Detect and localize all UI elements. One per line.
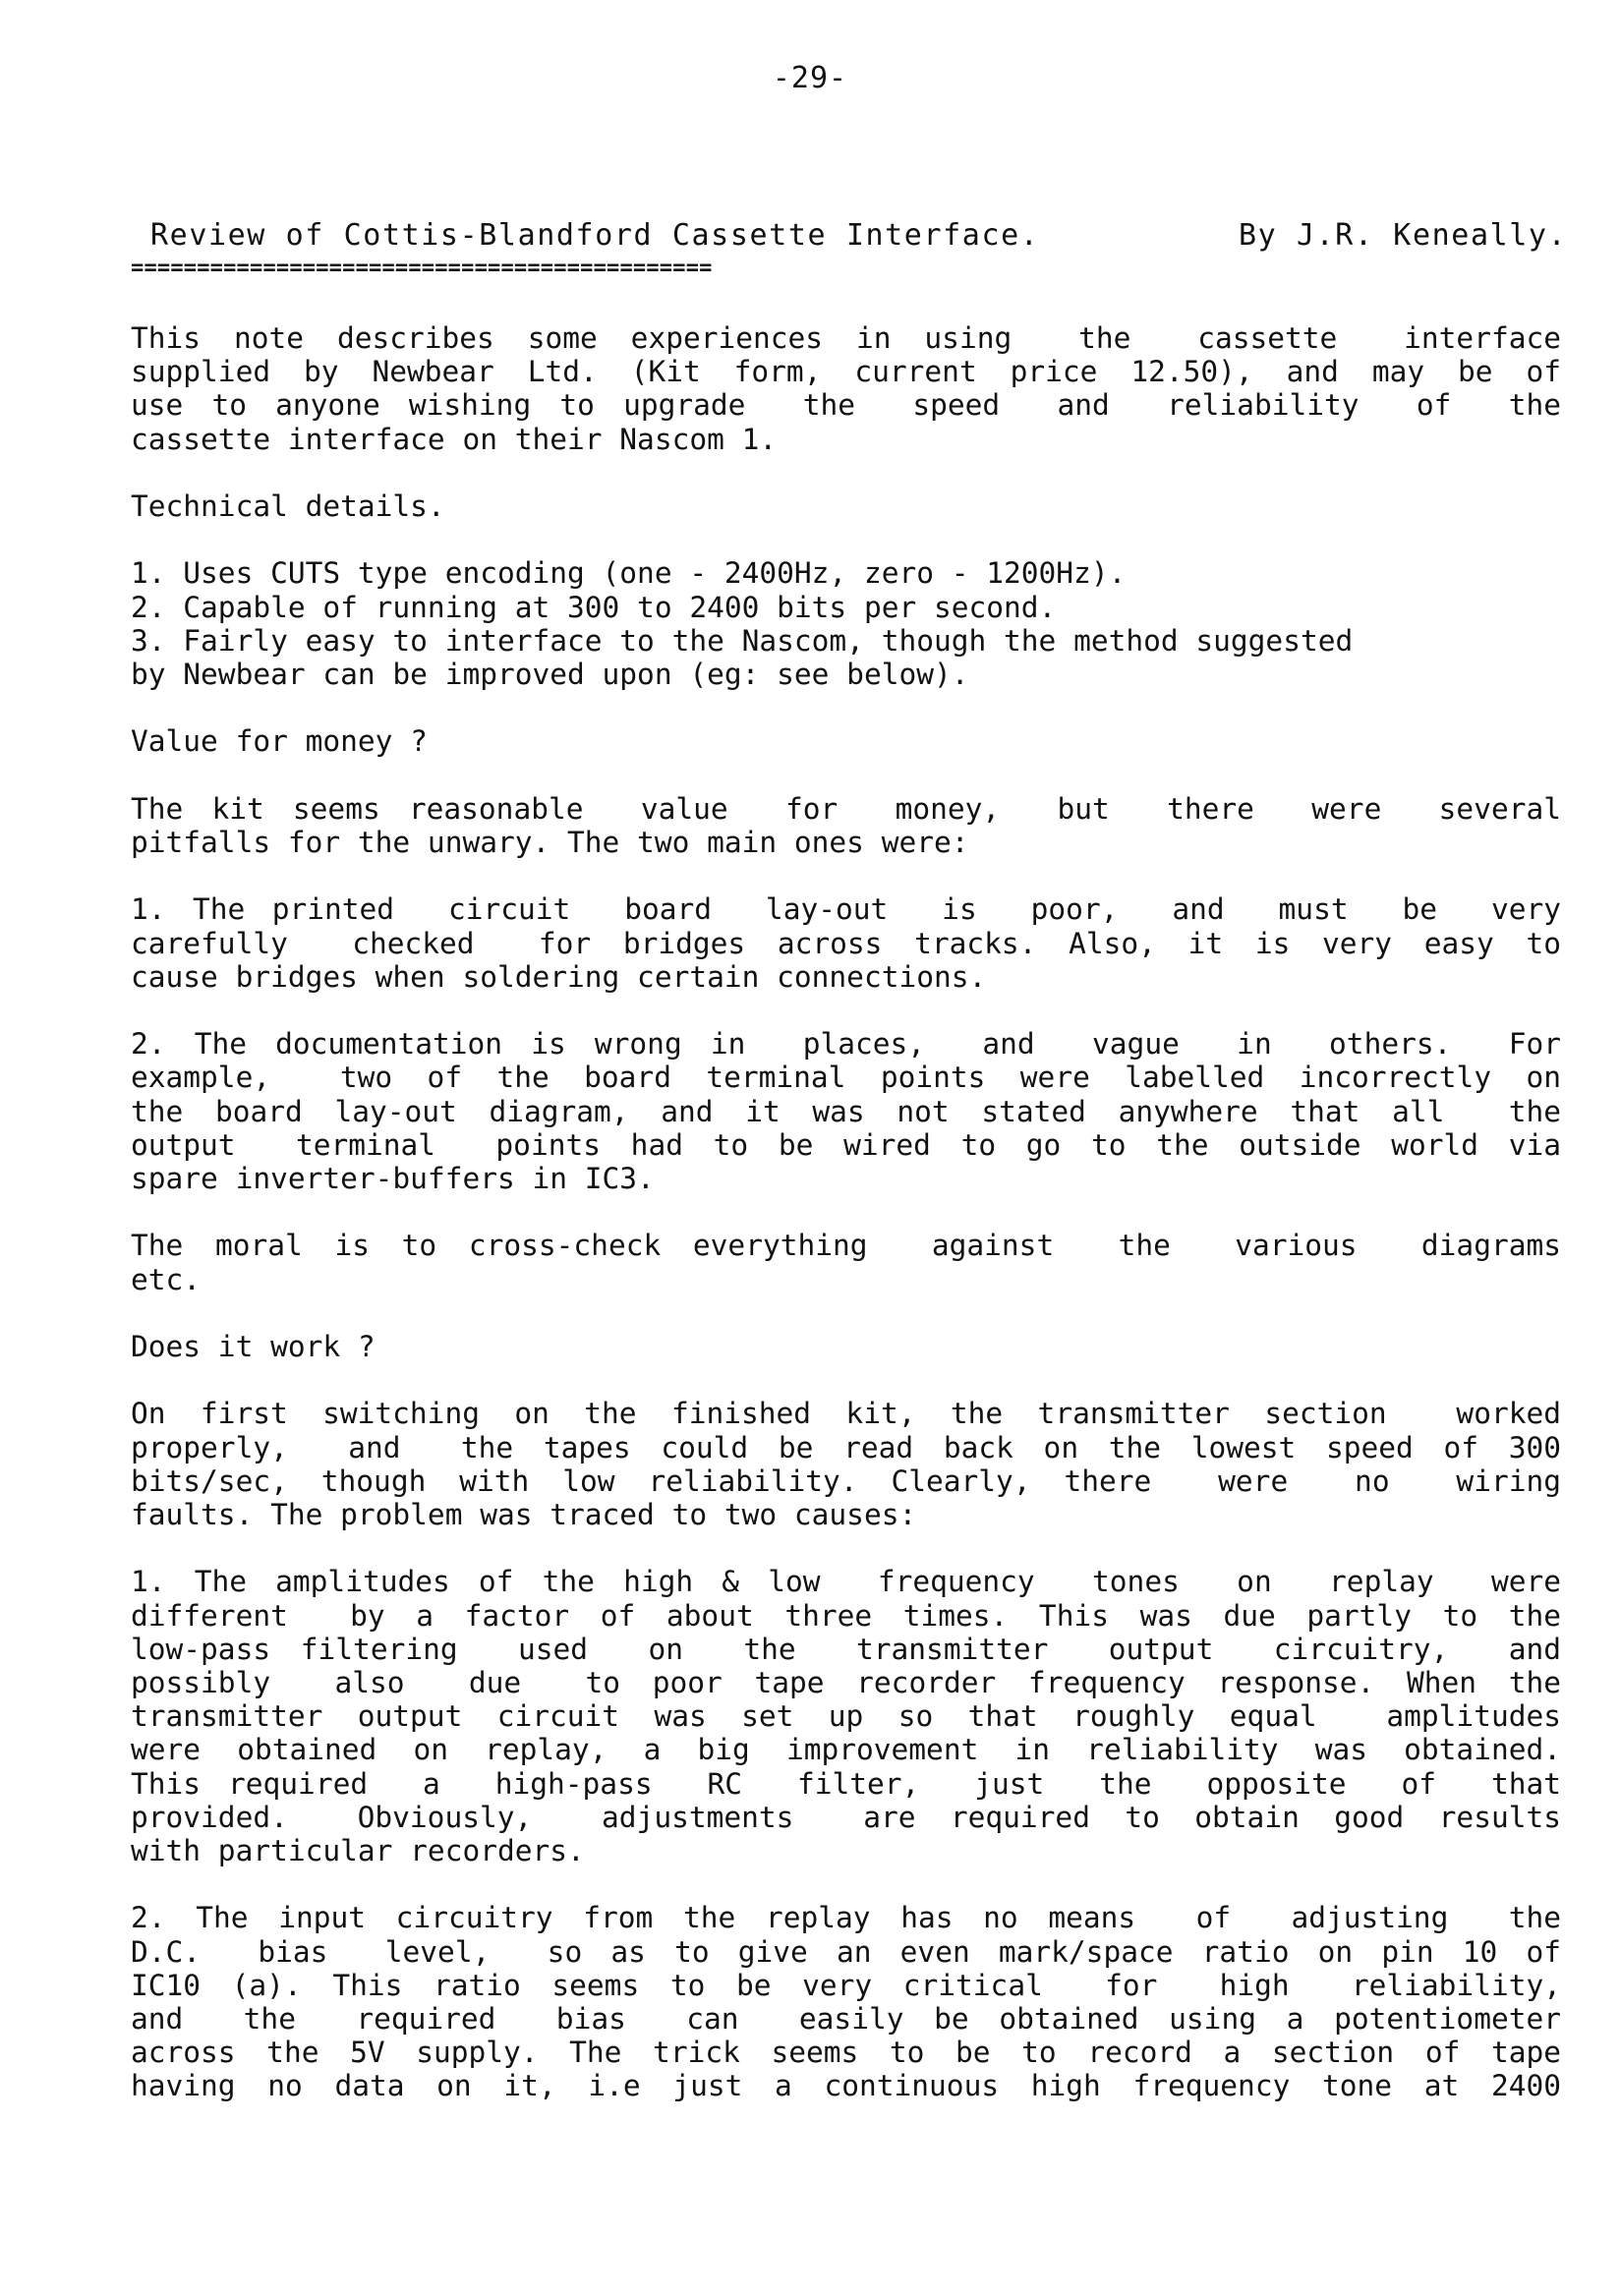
text-line: faults. The problem was traced to two causes: — [131, 1497, 917, 1531]
section-heading: Does it work ? — [131, 1329, 376, 1363]
value-paragraph — [131, 792, 1561, 859]
text-line: and the required bias can easily be obtained using a potentiometer — [131, 2001, 1561, 2036]
text-line: across the 5V supply. The trick seems to be to record a section of tape — [131, 2036, 1561, 2070]
text-line: This note describes some experiences in using the cassette interface — [131, 321, 1561, 355]
text-line: supplied by Newbear Ltd. (Kit form, current price 12.50), and may be of — [131, 355, 1561, 389]
text-line: output terminal points had to be wired to go to the outside world via — [131, 1127, 1561, 1162]
list-item: 1. Uses CUTS type encoding (one - 2400Hz, zero - 1200Hz). — [131, 556, 1127, 591]
text-line: possibly also due to poor tape recorder frequency response. When the — [131, 1665, 1561, 1699]
section-heading: Value for money ? — [131, 724, 428, 759]
text-line: The kit seems reasonable value for money, but there were several — [131, 791, 1561, 826]
title-underline: ============================================ — [131, 256, 713, 280]
pitfall-2-paragraph — [131, 1027, 1561, 1195]
cause-1-paragraph — [131, 1565, 1561, 1867]
text-line: the board lay-out diagram, and it was not stated anywhere that all the — [131, 1094, 1561, 1128]
cause-2-paragraph — [131, 1901, 1561, 2102]
text-line: cassette interface on their Nascom 1. — [131, 422, 778, 456]
text-line: IC10 (a). This ratio seems to be very critical for high reliability, — [131, 1968, 1561, 2002]
article-body — [131, 321, 1561, 2137]
page-number: -29- — [772, 61, 848, 95]
text-line: provided. Obviously, adjustments are required to obtain good results — [131, 1800, 1561, 1834]
text-line: 2. The input circuitry from the replay has no means of adjusting the — [131, 1901, 1561, 1935]
text-line: 1. The printed circuit board lay-out is poor, and must be very — [131, 892, 1561, 927]
pitfall-1-paragraph — [131, 892, 1561, 994]
text-line: example, two of the board terminal points were labelled incorrectly on — [131, 1061, 1561, 1095]
section-heading-does-it-work — [131, 1330, 1561, 1363]
text-line: spare inverter-buffers in IC3. — [131, 1161, 655, 1195]
article-title: Review of Cottis-Blandford Cassette Interface. — [150, 218, 1040, 253]
section-heading-technical-details — [131, 489, 1561, 523]
text-line: D.C. bias level, so as to give an even mark/space ratio on pin 10 of — [131, 1934, 1561, 1969]
text-line: transmitter output circuit was set up so that roughly equal amplitudes — [131, 1699, 1561, 1734]
text-line: 1. The amplitudes of the high & low frequency tones on replay were — [131, 1565, 1561, 1599]
technical-details-list — [131, 556, 1561, 691]
text-line: with particular recorders. — [131, 1833, 585, 1867]
section-heading: Technical details. — [131, 489, 445, 523]
list-item: 3. Fairly easy to interface to the Nascom, though the method suggested — [131, 623, 1354, 658]
text-line: were obtained on replay, a big improvement in reliability was obtained. — [131, 1733, 1561, 1767]
text-line: pitfalls for the unwary. The two main ones were: — [131, 825, 969, 859]
list-item: 2. Capable of running at 300 to 2400 bits per second. — [131, 590, 1057, 624]
text-line: The moral is to cross-check everything against the various diagrams — [131, 1229, 1561, 1263]
text-line: bits/sec, though with low reliability. Clearly, there were no wiring — [131, 1464, 1561, 1498]
text-line: carefully checked for bridges across tracks. Also, it is very easy to — [131, 926, 1561, 960]
text-line: properly, and the tapes could be read back on the lowest speed of 300 — [131, 1430, 1561, 1464]
moral-paragraph — [131, 1229, 1561, 1295]
article-byline: By J.R. Keneally. — [1239, 218, 1568, 253]
list-item-continuation: by Newbear can be improved upon (eg: see below). — [131, 658, 969, 691]
text-line: low-pass filtering used on the transmitter output circuitry, and — [131, 1632, 1561, 1666]
section-heading-value-for-money — [131, 724, 1561, 758]
text-line: 2. The documentation is wrong in places, and vague in others. For — [131, 1027, 1561, 1062]
article-header — [131, 218, 1586, 258]
text-line: cause bridges when soldering certain connections. — [131, 959, 987, 994]
text-line: use to anyone wishing to upgrade the speed and reliability of the — [131, 388, 1561, 423]
first-switch-on-paragraph — [131, 1397, 1561, 1531]
text-line: different by a factor of about three times. This was due partly to the — [131, 1598, 1561, 1633]
intro-paragraph — [131, 321, 1561, 456]
text-line: etc. — [131, 1262, 202, 1296]
text-line: having no data on it, i.e just a continuous high frequency tone at 2400 — [131, 2069, 1561, 2103]
text-line: This required a high-pass RC filter, just the opposite of that — [131, 1766, 1561, 1801]
text-line: On first switching on the finished kit, the transmitter section worked — [131, 1397, 1561, 1431]
